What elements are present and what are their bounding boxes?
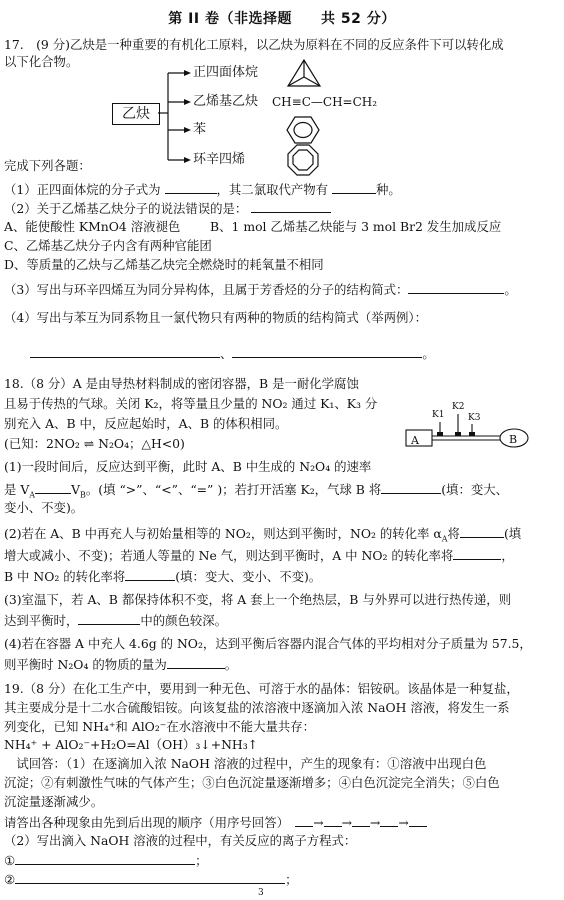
q18-1: (1)一段时间后，反应达到平衡，此时 A、B 中生成的 N₂O₄ 的速率 xyxy=(4,459,372,474)
q17-option-b: B、1 mol 乙烯基乙炔能与 3 mol Br2 发生加成反应 xyxy=(210,219,502,234)
benzene-structure-icon xyxy=(286,115,320,145)
branch-tetrahedrane: 正四面体烷 xyxy=(193,65,259,80)
q18-2-cont: 增大或减小、不变)；若通人等量的 Ne 气，则达到平衡时，A 中 NO₂ 的转化率将 ， xyxy=(4,548,514,563)
q17-1: （1）正四面体烷的分子式为 ，其二氯取代产物有 种。 xyxy=(4,182,401,197)
answer-blank[interactable] xyxy=(409,814,427,827)
q17-4: （4）写出与苯互为同系物且一氯代物只有两种的物质的结构简式（举两例）： xyxy=(4,310,427,325)
q17-4-answers: 、 。 xyxy=(30,345,435,361)
branch-vinylacetylene: 乙烯基乙炔 xyxy=(193,94,259,109)
balloon-b-label: B xyxy=(509,433,518,446)
q19-2-answer-1: ① ； xyxy=(4,853,208,868)
valve-k3-label: K3 xyxy=(468,413,481,423)
answer-blank[interactable] xyxy=(15,852,195,865)
tetrahedrane-structure-icon xyxy=(284,58,324,90)
answer-blank[interactable] xyxy=(15,871,285,884)
answer-blank[interactable] xyxy=(295,814,313,827)
answer-blank[interactable] xyxy=(167,656,225,669)
q18-4: (4)若在容器 A 中充人 4.6g 的 NO₂，达到平衡后容器内混合气体的平均相对分子质量为 57.5， xyxy=(4,636,532,651)
q17-3: （3）写出与环辛四烯互为同分异构体，且属于芳香烃的分子的结构简式： 。 xyxy=(4,282,517,297)
q17-option-c: C、乙烯基乙炔分子内含有两种官能团 xyxy=(4,238,212,253)
answer-blank[interactable] xyxy=(381,481,441,494)
answer-blank[interactable] xyxy=(408,281,504,294)
vinylacetylene-formula: CH≡C—CH=CH₂ xyxy=(272,95,378,109)
answer-blank[interactable] xyxy=(352,814,370,827)
ethyne-box: 乙炔 xyxy=(112,103,160,125)
valve-k2-label: K2 xyxy=(452,402,465,412)
answer-blank[interactable] xyxy=(332,181,376,194)
page-number: 3 xyxy=(258,888,264,898)
answer-blank[interactable] xyxy=(460,525,504,538)
valve-k1-label: K1 xyxy=(432,410,445,420)
q17-2: （2）关于乙烯基乙炔分子的说法错误的是： xyxy=(4,200,331,216)
branch-cyclooctatetraene: 环辛四烯 xyxy=(193,152,246,167)
section-title: 第 II 卷（非选择题 共 52 分） xyxy=(168,11,396,27)
q17-intro: 17. (9 分)乙炔是一种重要的有机化工原料，以乙炔为原料在不同的反应条件下可以转化成 xyxy=(4,37,504,52)
q19-1: 试回答：（1）在逐滴加入浓 NaOH 溶液的过程中，产生的现象有：①溶液中出现白色 xyxy=(4,756,487,771)
cyclooctatetraene-structure-icon xyxy=(286,143,320,177)
apparatus-diagram xyxy=(404,398,554,458)
vessel-a-label: A xyxy=(411,434,419,447)
q18-line-4: (已知：2NO₂ ⇌ N₂O₄；△H<0) xyxy=(4,436,185,451)
answer-blank[interactable] xyxy=(232,345,422,358)
q19-equation: NH₄⁺ + AlO₂⁻+H₂O=Al（OH）₃↓+NH₃↑ xyxy=(4,737,259,752)
answer-blank[interactable] xyxy=(35,481,71,494)
q19-1-end: 沉淀量逐渐减少。 xyxy=(4,794,104,809)
q18-2: (2)若在 A、B 中再充人与初始量相等的 NO₂，则达到平衡时，NO₂ 的转化率 $\alpha_A$将 (填 xyxy=(4,526,522,544)
q18-line-2: 且易于传热的气球。关闭 K₂，将等量且少量的 NO₂ 通过 K₁、K₃ 分 xyxy=(4,396,378,411)
q19-2-answer-2: ② ； xyxy=(4,872,298,887)
q19-line-2: 其主要成分是十二水合硫酸铝铵。向该复盐的浓溶液中逐滴加入浓 NaOH 溶液，将发生一系 xyxy=(4,700,510,715)
q18-3: (3)室温下，若 A、B 都保持体积不变，将 A 套上一个绝热层，B 与外界可以进行热传递，则 xyxy=(4,592,512,607)
answer-blank[interactable] xyxy=(78,612,140,625)
q18-4-cont: 则平衡时 N₂O₄ 的物质的量为 。 xyxy=(4,657,238,672)
q18-1-cont: 是 $V_A$ $V_B$。(填 “>”、“<”、“=” )；若打开活塞 K₂，气球 B 将 (填：变大、 xyxy=(4,482,509,500)
q18-2-end: B 中 NO₂ 的转化率将 (填：变大、变小、不变)。 xyxy=(4,569,322,584)
answer-blank[interactable] xyxy=(165,181,217,194)
answer-blank[interactable] xyxy=(324,814,342,827)
q17-prompt: 完成下列各题： xyxy=(4,158,91,173)
q17-intro-2: 以下化合物。 xyxy=(4,54,79,69)
q18-line-1: 18.（8 分）A 是由导热材料制成的密闭容器，B 是一耐化学腐蚀 xyxy=(4,376,359,391)
answer-blank[interactable] xyxy=(251,200,331,213)
q19-1-order: 请答出各种现象由先到后出现的顺序（用序号回答） → → → → xyxy=(4,814,427,830)
q19-2: （2）写出滴入 NaOH 溶液的过程中，有关反应的离子方程式： xyxy=(4,833,357,848)
answer-blank[interactable] xyxy=(380,814,398,827)
q18-line-3: 别充入 A、B 中，反应起始时，A、B 的体积相同。 xyxy=(4,416,288,431)
q17-option-d: D、等质量的乙炔与乙烯基乙炔完全燃烧时的耗氧量不相同 xyxy=(4,257,324,272)
branch-benzene: 苯 xyxy=(193,122,207,137)
answer-blank[interactable] xyxy=(30,345,220,358)
q18-3-cont: 达到平衡时， 中的颜色较深。 xyxy=(4,613,228,628)
q19-line-1: 19.（8 分）在化工生产中，要用到一种无色、可溶于水的晶体：铝铵矾。该晶体是一种复盐， xyxy=(4,681,519,696)
answer-blank[interactable] xyxy=(125,568,175,581)
q17-option-a: A、能使酸性 KMnO4 溶液褪色 xyxy=(4,219,181,234)
q19-1-cont: 沉淀；②有刺激性气味的气体产生；③白色沉淀量逐渐增多；④白色沉淀完全消失；⑤白色 xyxy=(4,775,500,790)
answer-blank[interactable] xyxy=(453,547,501,560)
q18-1-end: 变小、不变)。 xyxy=(4,500,84,515)
q19-line-3: 列变化，已知 NH₄⁺和 AlO₂⁻在水溶液中不能大量共存： xyxy=(4,719,316,734)
